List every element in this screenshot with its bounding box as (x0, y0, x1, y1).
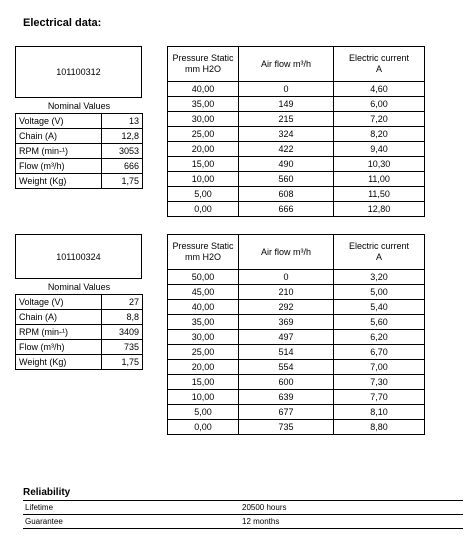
table-row (168, 360, 425, 375)
nominal-value: 8,8 (101, 310, 142, 325)
reliability-section (23, 487, 463, 529)
table-cell: 149 (239, 97, 334, 112)
table-cell: 514 (239, 345, 334, 360)
table-cell: 369 (239, 315, 334, 330)
table-cell: 25,00 (168, 127, 239, 142)
table-cell: 5,00 (334, 285, 425, 300)
table-cell: 12,80 (334, 202, 425, 217)
table-cell: 11,50 (334, 187, 425, 202)
table-cell: 15,00 (168, 157, 239, 172)
table-cell: 5,00 (168, 405, 239, 420)
table-row (16, 159, 143, 174)
table-cell: 20,00 (168, 360, 239, 375)
table-row (168, 157, 425, 172)
performance-table (167, 234, 425, 435)
table-cell: 639 (239, 390, 334, 405)
reliability-title: Reliability (23, 487, 71, 498)
table-row (16, 325, 143, 340)
table-header-row (168, 235, 425, 270)
table-row (168, 112, 425, 127)
table-cell: 8,20 (334, 127, 425, 142)
table-cell: 0,00 (168, 420, 239, 435)
table-row (16, 144, 143, 159)
reliability-label: Lifetime (25, 503, 54, 512)
nominal-value: 27 (101, 295, 142, 310)
table-row (16, 340, 143, 355)
table-row (168, 330, 425, 345)
nominal-label: Flow (m³/h) (16, 340, 102, 355)
table-row (16, 310, 143, 325)
nominal-label: Voltage (V) (16, 295, 102, 310)
table-cell: 10,30 (334, 157, 425, 172)
table-row (168, 270, 425, 285)
reliability-value: 20500 hours (242, 503, 287, 512)
nominal-values-title: Nominal Values (47, 282, 111, 292)
table-cell: 40,00 (168, 82, 239, 97)
table-row (168, 127, 425, 142)
product-code-box (15, 234, 142, 279)
table-row (16, 114, 143, 129)
table-cell: 560 (239, 172, 334, 187)
table-cell: 210 (239, 285, 334, 300)
table-cell: 10,00 (168, 172, 239, 187)
table-cell: 8,80 (334, 420, 425, 435)
table-row (168, 375, 425, 390)
table-row (168, 345, 425, 360)
pressure-header: Pressure Static mm H2O (168, 47, 239, 82)
table-cell: 35,00 (168, 315, 239, 330)
table-row (168, 142, 425, 157)
table-cell: 30,00 (168, 330, 239, 345)
nominal-label: Weight (Kg) (16, 174, 102, 189)
table-row (16, 129, 143, 144)
nominal-value: 735 (101, 340, 142, 355)
table-cell: 40,00 (168, 300, 239, 315)
table-cell: 35,00 (168, 97, 239, 112)
table-cell: 0 (239, 270, 334, 285)
nominal-value: 1,75 (101, 174, 142, 189)
table-row (168, 300, 425, 315)
table-cell: 554 (239, 360, 334, 375)
table-row (168, 285, 425, 300)
table-row (16, 355, 143, 370)
table-cell: 7,30 (334, 375, 425, 390)
table-cell: 292 (239, 300, 334, 315)
table-cell: 3,20 (334, 270, 425, 285)
nominal-value: 12,8 (101, 129, 142, 144)
table-row (168, 172, 425, 187)
product-code: 101100324 (56, 251, 101, 262)
table-cell: 490 (239, 157, 334, 172)
reliability-value: 12 months (242, 517, 280, 526)
table-cell: 666 (239, 202, 334, 217)
nominal-value: 3409 (101, 325, 142, 340)
pressure-header: Pressure Static mm H2O (168, 235, 239, 270)
table-cell: 20,00 (168, 142, 239, 157)
airflow-header: Air flow m³/h (239, 47, 334, 82)
nominal-label: RPM (min-¹) (16, 325, 102, 340)
table-cell: 5,00 (168, 187, 239, 202)
nominal-label: Chain (A) (16, 129, 102, 144)
performance-table (167, 46, 425, 217)
product-code-box (15, 46, 142, 98)
table-row (168, 82, 425, 97)
table-cell: 8,10 (334, 405, 425, 420)
table-cell: 0,00 (168, 202, 239, 217)
table-cell: 11,00 (334, 172, 425, 187)
nominal-value: 3053 (101, 144, 142, 159)
current-header: Electric current A (334, 47, 425, 82)
table-cell: 608 (239, 187, 334, 202)
table-cell: 30,00 (168, 112, 239, 127)
table-cell: 6,00 (334, 97, 425, 112)
nominal-value: 1,75 (101, 355, 142, 370)
table-row (16, 295, 143, 310)
table-cell: 677 (239, 405, 334, 420)
nominal-values-table (15, 99, 143, 189)
product-code: 101100312 (56, 67, 101, 77)
table-cell: 7,00 (334, 360, 425, 375)
table-cell: 7,20 (334, 112, 425, 127)
table-cell: 600 (239, 375, 334, 390)
table-cell: 7,70 (334, 390, 425, 405)
table-cell: 422 (239, 142, 334, 157)
table-row (168, 97, 425, 112)
table-cell: 324 (239, 127, 334, 142)
nominal-label: Flow (m³/h) (16, 159, 102, 174)
table-cell: 0 (239, 82, 334, 97)
table-cell: 9,40 (334, 142, 425, 157)
reliability-label: Guarantee (25, 517, 63, 526)
airflow-header: Air flow m³/h (239, 235, 334, 270)
nominal-label: Weight (Kg) (16, 355, 102, 370)
table-row (168, 405, 425, 420)
table-cell: 4,60 (334, 82, 425, 97)
table-row (16, 174, 143, 189)
table-cell: 497 (239, 330, 334, 345)
table-row (168, 315, 425, 330)
table-cell: 215 (239, 112, 334, 127)
nominal-value: 666 (101, 159, 142, 174)
nominal-label: Chain (A) (16, 310, 102, 325)
nominal-label: RPM (min-¹) (16, 144, 102, 159)
table-cell: 25,00 (168, 345, 239, 360)
table-cell: 735 (239, 420, 334, 435)
nominal-label: Voltage (V) (16, 114, 102, 129)
table-row (168, 202, 425, 217)
nominal-value: 13 (101, 114, 142, 129)
table-cell: 45,00 (168, 285, 239, 300)
nominal-values-table (15, 280, 143, 370)
table-row (168, 420, 425, 435)
table-cell: 5,60 (334, 315, 425, 330)
current-header: Electric current A (334, 235, 425, 270)
table-cell: 50,00 (168, 270, 239, 285)
table-row (168, 390, 425, 405)
table-header-row (168, 47, 425, 82)
table-cell: 5,40 (334, 300, 425, 315)
table-row (23, 500, 463, 515)
table-row (23, 515, 463, 529)
table-cell: 15,00 (168, 375, 239, 390)
table-row (168, 187, 425, 202)
page-title: Electrical data: (23, 17, 102, 29)
nominal-values-title: Nominal Values (47, 101, 111, 111)
table-cell: 6,20 (334, 330, 425, 345)
reliability-table (23, 500, 463, 529)
table-cell: 6,70 (334, 345, 425, 360)
table-cell: 10,00 (168, 390, 239, 405)
